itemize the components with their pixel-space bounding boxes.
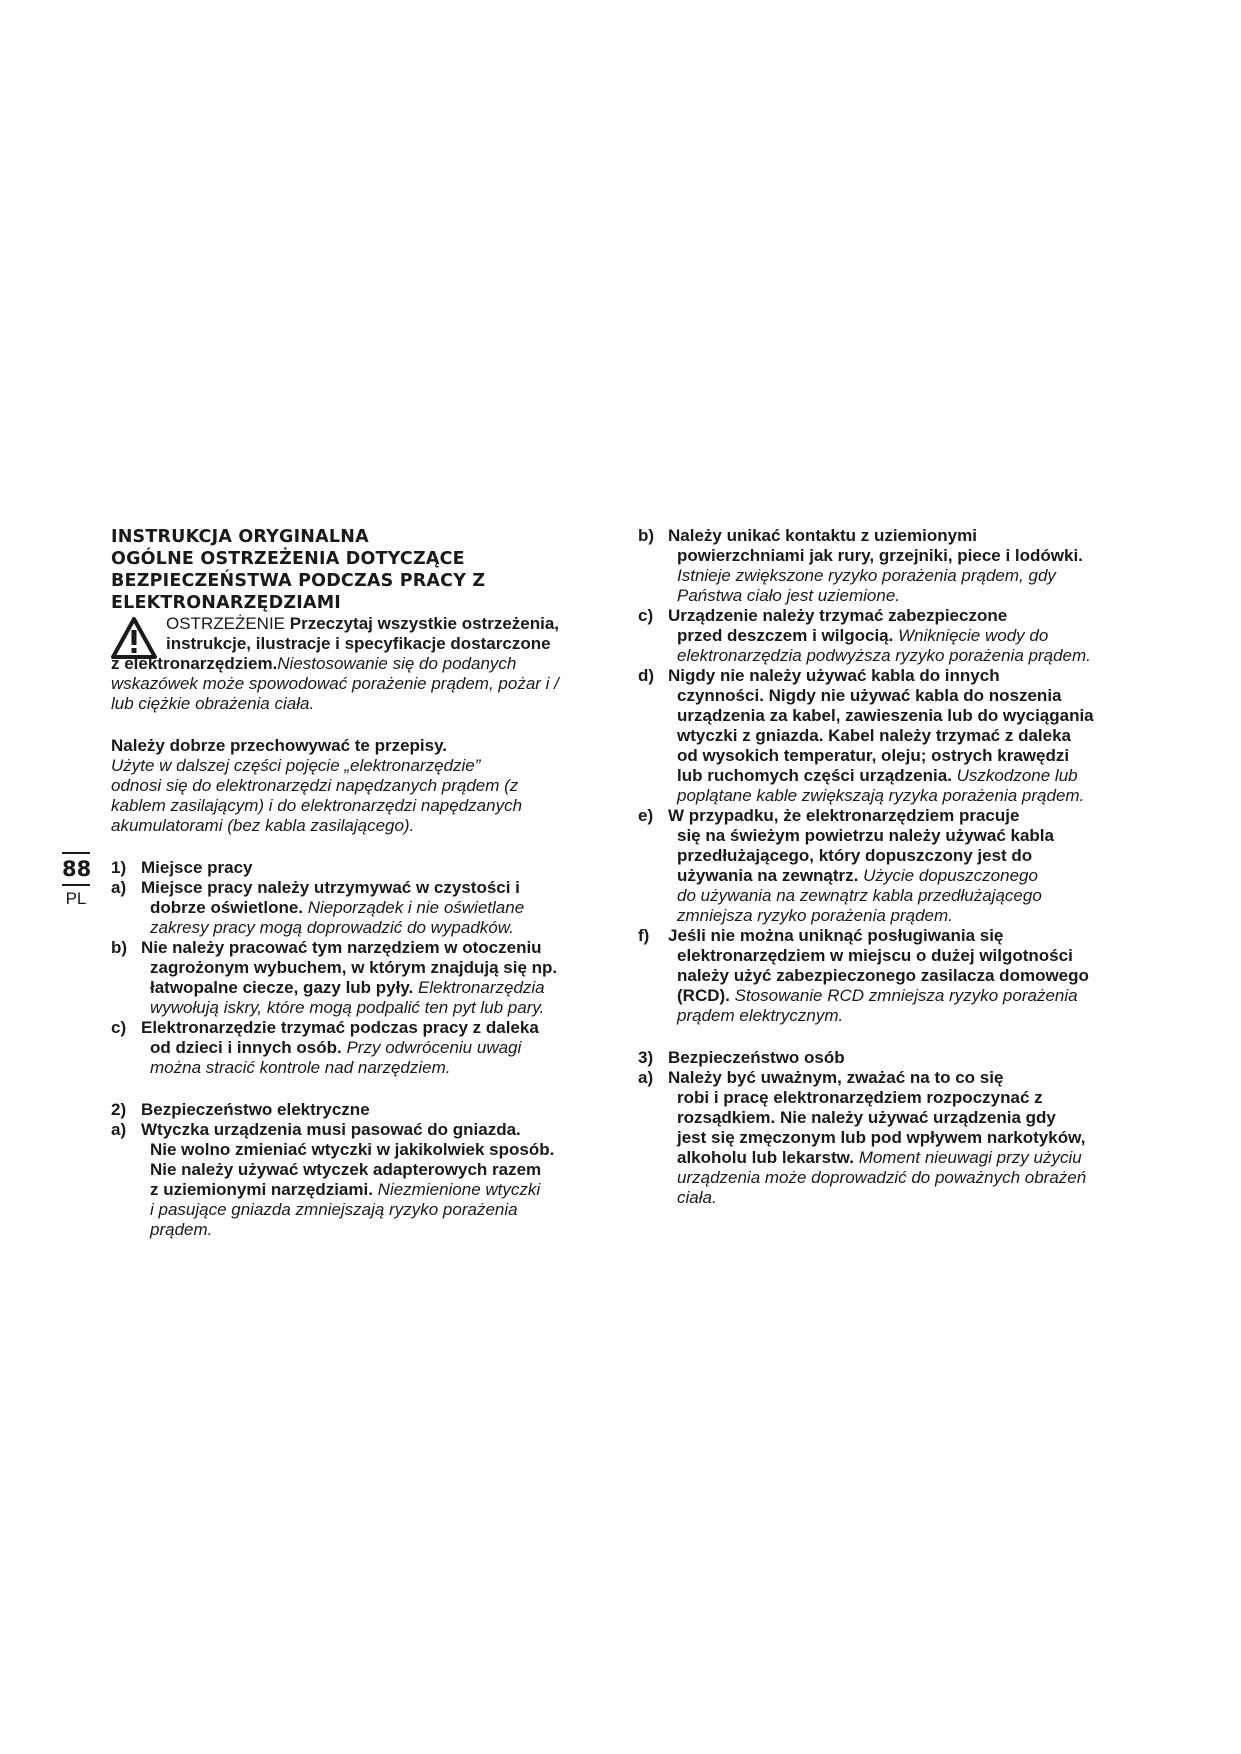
list-item: d) Nigdy nie należy używać kabla do innych czynności. Nigdy nie używać kabla do noszenia urządzenia za kabel, zawieszenia lub do wyciągania wtyczki z gniazda. Kabel należy trzymać z daleka od wysokich temperatur, oleju; ostrych krawędzi lub ruchomych części urządzenia. Uszkodzone lub poplątane kable zwiększają ryzyka porażenia prądem.	[638, 666, 1094, 805]
list-item: a) Należy być uważnym, zważać na to co się robi i pracę elektronarzędziem rozpoczynać z rozsądkiem. Nie należy używać urządzenia gdy jest się zmęczonym lub pod wpływem narkotyków, alkoholu lub lekarstw. Moment nieuwagi przy użyciu urządzenia może doprowadzić do poważnych obrażeń ciała.	[638, 1068, 1087, 1207]
list-item: f) Jeśli nie można uniknąć posługiwania się elektronarzędziem w miejscu o dużej wilgotności należy użyć zabezpieczonego zasilacza domowego (RCD). Stosowanie RCD zmniejsza ryzyko porażenia prądem elektrycznym.	[638, 926, 1089, 1025]
list-item: b) Należy unikać kontaktu z uziemionymi powierzchniami jak rury, grzejniki, piece i lodówki. Istnieje zwiększone ryzyko porażenia prądem, gdy Państwa ciało jest uziemione.	[638, 526, 1083, 605]
warning-text: z elektronarzędziem.	[111, 654, 278, 673]
language-code: PL	[65, 889, 87, 908]
right-column	[638, 526, 1138, 1208]
title-line: INSTRUKCJA ORYGINALNA	[111, 527, 369, 547]
list-item: a) Wtyczka urządzenia musi pasować do gniazda. Nie wolno zmieniać wtyczki w jakikolwiek sposób. Nie należy używać wtyczek adapterowych razem z uziemionymi narzędziami. Niezmienione wtyczki i pasujące gniazda zmniejszają ryzyko porażenia prądem.	[111, 1120, 555, 1239]
section-heading: 2) Bezpieczeństwo elektryczne	[111, 1100, 370, 1119]
keep-text: kablem zasilającym) i do elektronarzędzi napędzanych	[111, 796, 523, 815]
list-item: c) Elektronarzędzie trzymać podczas pracy z daleka od dzieci i innych osób. Przy odwróceniu uwagi można stracić kontrole nad narzędziem.	[111, 1018, 539, 1077]
section-heading: 3) Bezpieczeństwo osób	[638, 1048, 845, 1067]
keep-text: akumulatorami (bez kabla zasilającego).	[111, 816, 415, 835]
warning-text: lub ciężkie obrażenia ciała.	[111, 694, 315, 713]
list-item: e) W przypadku, że elektronarzędziem pracuje się na świeżym powietrzu należy używać kabla przedłużającego, który dopuszczony jest do używania na zewnątrz. Użycie dopuszczonego do używania na zewnątrz kabla przedłużającego zmniejsza ryzyko porażenia prądem.	[638, 806, 1054, 925]
list-item: a) Miejsce pracy należy utrzymywać w czystości i dobrze oświetlone. Nieporządek i nie oświetlane zakresy pracy mogą doprowadzić do wypadków.	[111, 878, 525, 937]
list-item: c) Urządzenie należy trzymać zabezpieczone przed deszczem i wilgocią. Wniknięcie wody do elektronarzędzia podwyższa ryzyko porażenia prądem.	[638, 606, 1091, 665]
keep-heading: Należy dobrze przechowywać te przepisy.	[111, 736, 448, 755]
warning-label: OSTRZEŻENIE	[166, 614, 286, 633]
warning-text: Niestosowanie się do podanych	[277, 654, 517, 673]
title-line: BEZPIECZEŃSTWA PODCZAS PRACY Z	[111, 571, 486, 591]
title-line: OGÓLNE OSTRZEŻENIA DOTYCZĄCE	[111, 549, 465, 569]
warning-triangle-icon	[111, 616, 157, 660]
warning-text: Przeczytaj wszystkie ostrzeżenia,	[285, 614, 560, 633]
left-column	[111, 526, 596, 1240]
title-line: ELEKTRONARZĘDZIAMI	[111, 593, 342, 613]
page-marker	[62, 852, 90, 912]
warning-text: wskazówek może spowodować porażenie prądem, pożar i /	[111, 674, 559, 693]
warning-block	[111, 614, 596, 714]
list-item: b) Nie należy pracować tym narzędziem w otoczeniu zagrożonym wybuchem, w którym znajdują się np. łatwopalne ciecze, gazy lub pyły. Elektronarzędzia wywołują iskry, które mogą podpalić ten pyt lub pary.	[111, 938, 558, 1017]
warning-text: instrukcje, ilustracje i specyfikacje dostarczone	[166, 634, 551, 653]
keep-text: odnosi się do elektronarzędzi napędzanych prądem (z	[111, 776, 519, 795]
page-number: 88	[62, 857, 92, 881]
section-heading: 1) Miejsce pracy	[111, 858, 253, 877]
keep-text: Użyte w dalszej części pojęcie „elektronarzędzie”	[111, 756, 481, 775]
